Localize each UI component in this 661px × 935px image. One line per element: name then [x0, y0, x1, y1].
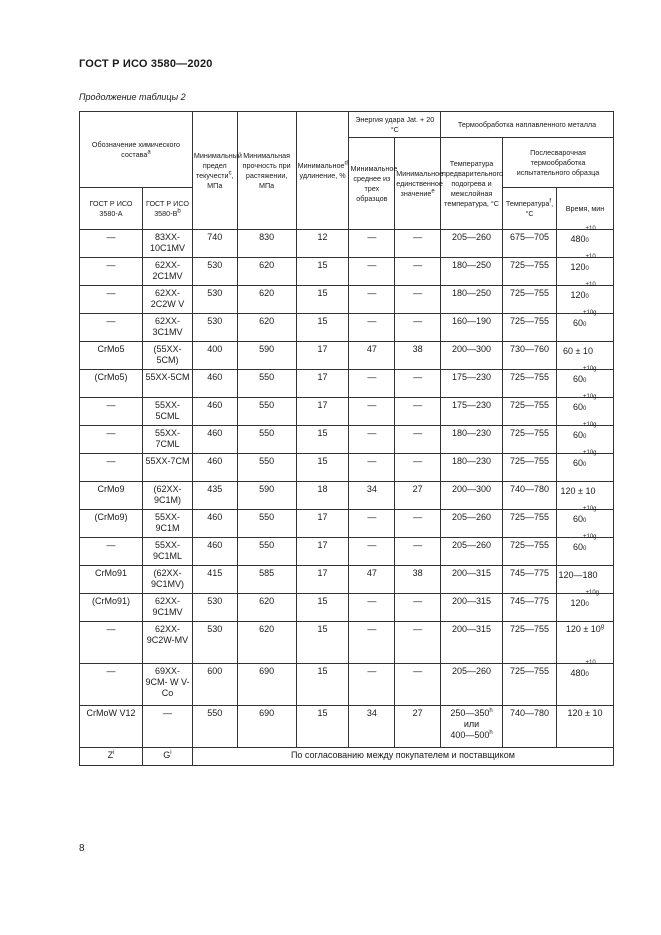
table-cell: 690	[237, 664, 296, 706]
pwht-header: Послесварочная термообработка испытательного образца	[503, 138, 614, 188]
table-cell: 550	[237, 454, 296, 482]
table-cell: 180—250	[441, 258, 503, 286]
table-cell: 620	[237, 286, 296, 314]
table-cell: 15	[296, 622, 349, 664]
table-cell: 180—250	[441, 286, 503, 314]
table-cell: 60 +10g 0	[556, 510, 613, 538]
table-row	[80, 482, 614, 510]
table-cell: 550	[237, 398, 296, 426]
table-cell: —	[349, 314, 395, 342]
table-cell: 38	[395, 342, 441, 370]
table-cell: 17	[296, 538, 349, 566]
table-row	[80, 314, 614, 342]
table-cell: —	[80, 454, 143, 482]
table-cell: 200—300	[441, 482, 503, 510]
pwht-time-header: Время, мин	[556, 188, 613, 230]
table-cell: 15	[296, 258, 349, 286]
table-cell: 62XX-9C1MV	[143, 594, 193, 622]
table-cell: 60 +10g 0	[556, 370, 613, 398]
table-cell: 725—755	[503, 622, 557, 664]
table-cell: 55XX-9C1M	[143, 510, 193, 538]
table-cell: 550	[237, 370, 296, 398]
document-header: ГОСТ Р ИСО 3580—2020	[79, 58, 213, 70]
table-cell: 60 ± 10	[556, 342, 613, 370]
table-cell: 120 ± 10	[556, 482, 613, 510]
table-cell: 620	[237, 314, 296, 342]
table-cell: 550	[192, 706, 237, 748]
table-cell: (62XX-9C1M)	[143, 482, 193, 510]
table-cell: —	[349, 538, 395, 566]
table-cell: 690	[237, 706, 296, 748]
table-cell: 725—755	[503, 538, 557, 566]
table-cell: CrMo5	[80, 342, 143, 370]
table-row	[80, 286, 614, 314]
table-row	[80, 258, 614, 286]
table-cell: CrMo91	[80, 566, 143, 594]
table-cell: 530	[192, 594, 237, 622]
table-cell: —	[395, 538, 441, 566]
table-row	[80, 664, 614, 706]
table-cell: 730—760	[503, 342, 557, 370]
table-cell: (CrMo5)	[80, 370, 143, 398]
table-cell: —	[395, 454, 441, 482]
table-cell: CrMoW V12	[80, 706, 143, 748]
table-cell: (CrMo9)	[80, 510, 143, 538]
table-cell: 725—755	[503, 426, 557, 454]
table-cell: 120 ± 10	[556, 706, 613, 748]
table-cell: 200—315	[441, 622, 503, 664]
table-cell: 69XX-9CM- W V-Co	[143, 664, 193, 706]
table-cell: 480 +10 0	[556, 230, 613, 258]
table-cell: 460	[192, 370, 237, 398]
table-row	[80, 398, 614, 426]
table-cell: 17	[296, 398, 349, 426]
table-cell: 205—260	[441, 664, 503, 706]
table-row	[80, 510, 614, 538]
table-cell: 205—260	[441, 538, 503, 566]
table-cell: —	[349, 370, 395, 398]
pwht-temperature-header: Температура$^f$, °С	[503, 188, 557, 230]
table-cell: 60 +10g 0	[556, 314, 613, 342]
table-cell: 60 +10g 0	[556, 398, 613, 426]
table-cell: 83XX-10C1MV	[143, 230, 193, 258]
table-cell: 180—230	[441, 454, 503, 482]
table-cell: 725—755	[503, 258, 557, 286]
table-cell: —	[395, 594, 441, 622]
table-cell: —	[80, 286, 143, 314]
table-cell: —	[80, 426, 143, 454]
table-row	[80, 566, 614, 594]
table-cell: 460	[192, 454, 237, 482]
tensile-header: Минимальная прочность при растяжении, МПа	[237, 112, 296, 230]
table-cell: 38	[395, 566, 441, 594]
table-cell: 34	[349, 706, 395, 748]
table-cell: 415	[192, 566, 237, 594]
table-cell: Z$^i$	[80, 748, 143, 766]
table-cell: (55XX-5CM)	[143, 342, 193, 370]
table-cell: 17	[296, 510, 349, 538]
table-cell: 400	[192, 342, 237, 370]
table-cell: —	[349, 510, 395, 538]
table-cell: 27	[395, 706, 441, 748]
table-cell: —	[349, 454, 395, 482]
table-cell: 460	[192, 510, 237, 538]
table-cell: 725—755	[503, 664, 557, 706]
table-cell: 200—315	[441, 594, 503, 622]
table-cell: 17	[296, 342, 349, 370]
table-cell: —	[395, 258, 441, 286]
table-cell: 530	[192, 314, 237, 342]
table-cell: 205—260	[441, 510, 503, 538]
table-cell: 585	[237, 566, 296, 594]
table-cell: 15	[296, 454, 349, 482]
table-row	[80, 594, 614, 622]
table-cell: 530	[192, 622, 237, 664]
preheat-header: Температура предварительного подогрева и межслойная температура, °С	[441, 138, 503, 230]
table-cell: —	[395, 664, 441, 706]
table-cell: —	[395, 286, 441, 314]
table-row	[80, 706, 614, 748]
table-cell: 620	[237, 594, 296, 622]
table-cell: 725—755	[503, 454, 557, 482]
agreement-note: По согласованию между покупателем и поставщиком	[192, 748, 613, 766]
heat-treatment-header: Термообработка наплавленного металла	[441, 112, 614, 138]
table-row	[80, 622, 614, 664]
table-cell: —	[349, 664, 395, 706]
table-cell: 530	[192, 286, 237, 314]
table-cell: 530	[192, 258, 237, 286]
table-cell: 15	[296, 706, 349, 748]
table-cell: —	[395, 314, 441, 342]
table-cell: 590	[237, 482, 296, 510]
table-cell: 745—775	[503, 566, 557, 594]
table-cell: 62XX-2C2W V	[143, 286, 193, 314]
table-cell: —	[143, 706, 193, 748]
table-cell: —	[395, 398, 441, 426]
table-cell: 200—300	[441, 342, 503, 370]
table-cell: —	[80, 538, 143, 566]
table-cell: —	[80, 664, 143, 706]
table-cell: 675—705	[503, 230, 557, 258]
table-cell: —	[80, 230, 143, 258]
table-cell: 47	[349, 342, 395, 370]
table-cell: (62XX-9C1MV)	[143, 566, 193, 594]
preheat-cell: 250—350$^h$ или 400—500$^h$	[441, 706, 503, 748]
table-row	[80, 370, 614, 398]
table-cell: —	[395, 622, 441, 664]
page-number: 8	[79, 843, 85, 854]
table-cell: 725—755	[503, 370, 557, 398]
elongation-header: Минимальное$^d$ удлинение, %	[296, 112, 349, 230]
table-cell: —	[395, 426, 441, 454]
table-cell: 160—190	[441, 314, 503, 342]
table-cell: 175—230	[441, 398, 503, 426]
table-cell: 460	[192, 426, 237, 454]
table-cell: 200—315	[441, 566, 503, 594]
table-cell: 435	[192, 482, 237, 510]
table-cell: 18	[296, 482, 349, 510]
table-continuation-caption: Продолжение таблицы 2	[79, 92, 186, 102]
table-cell: (CrMo91)	[80, 594, 143, 622]
table-cell: 460	[192, 538, 237, 566]
table-cell: 60 +10g 0	[556, 454, 613, 482]
table-cell: —	[349, 258, 395, 286]
table-cell: —	[349, 594, 395, 622]
table-cell: 47	[349, 566, 395, 594]
properties-table	[79, 111, 614, 766]
table-cell: 62XX-3C1MV	[143, 314, 193, 342]
table-cell: —	[395, 370, 441, 398]
table-cell: 55XX-5CML	[143, 398, 193, 426]
table-cell: 725—755	[503, 314, 557, 342]
table-cell: —	[395, 510, 441, 538]
table-cell: 175—230	[441, 370, 503, 398]
table-row	[80, 538, 614, 566]
table-cell: —	[349, 426, 395, 454]
table-cell: 600	[192, 664, 237, 706]
impact-header: Энергия удара Jat. + 20 °С	[349, 112, 441, 138]
yield-header: Минимальный предел текучести$^c$, МПа	[192, 112, 237, 230]
table-cell: —	[80, 258, 143, 286]
table-cell: 590	[237, 342, 296, 370]
table-cell: 725—755	[503, 398, 557, 426]
table-cell: 60 +10g 0	[556, 426, 613, 454]
table-cell: 17	[296, 370, 349, 398]
table-cell: —	[349, 398, 395, 426]
table-cell: 55XX-5CM	[143, 370, 193, 398]
table-cell: —	[80, 314, 143, 342]
table-cell: 34	[349, 482, 395, 510]
table-cell: 830	[237, 230, 296, 258]
table-cell: 15	[296, 664, 349, 706]
table-cell: 725—755	[503, 286, 557, 314]
table-cell: 740—780	[503, 482, 557, 510]
impact-single-header: Минимальное единственное значение$^e$	[395, 138, 441, 230]
table-cell: 62XX-9C2W-MV	[143, 622, 193, 664]
table-cell: 620	[237, 258, 296, 286]
table-cell: 15	[296, 314, 349, 342]
table-cell: 550	[237, 510, 296, 538]
table-cell: —	[395, 230, 441, 258]
table-cell: 27	[395, 482, 441, 510]
table-cell: 120 ± 10$^g$	[556, 622, 613, 664]
table-cell: 15	[296, 594, 349, 622]
table-cell: 60 +10g 0	[556, 538, 613, 566]
table-cell: 180—230	[441, 426, 503, 454]
table-cell: 55XX-7CM	[143, 454, 193, 482]
table-row	[80, 748, 614, 766]
table-cell: 480 +10 0	[556, 664, 613, 706]
table-cell: 205—260	[441, 230, 503, 258]
table-cell: 550	[237, 538, 296, 566]
impact-average-header: Минимальное среднее из трех образцов	[349, 138, 395, 230]
table-row	[80, 230, 614, 258]
table-cell: 17	[296, 566, 349, 594]
table-cell: 120 +10g 0	[556, 594, 613, 622]
table-cell: 620	[237, 622, 296, 664]
table-cell: —	[80, 398, 143, 426]
table-cell: 15	[296, 426, 349, 454]
table-cell: —	[80, 622, 143, 664]
table-cell: 15	[296, 286, 349, 314]
designation-header: Обозначение химического состава$^a$	[80, 112, 193, 188]
table-cell: 12	[296, 230, 349, 258]
table-cell: 550	[237, 426, 296, 454]
table-cell: 745—775	[503, 594, 557, 622]
table-cell: 55XX-7CML	[143, 426, 193, 454]
table-cell: 725—755	[503, 510, 557, 538]
table-cell: 55XX-9C1ML	[143, 538, 193, 566]
table-cell: 120—180	[556, 566, 613, 594]
table-cell: G$^i$	[143, 748, 193, 766]
table-cell: —	[349, 622, 395, 664]
table-cell: 740	[192, 230, 237, 258]
table-cell: 62XX-2C1MV	[143, 258, 193, 286]
table-row	[80, 426, 614, 454]
table-row	[80, 342, 614, 370]
table-cell: —	[349, 230, 395, 258]
gost-iso-a-header: ГОСТ Р ИСО 3580-A	[80, 188, 143, 230]
table-cell: 120 +10 0	[556, 286, 613, 314]
gost-iso-b-header: ГОСТ Р ИСО 3580-B$^b$	[143, 188, 193, 230]
table-cell: 120 +10 0	[556, 258, 613, 286]
table-cell: —	[349, 286, 395, 314]
table-cell: CrMo9	[80, 482, 143, 510]
table-cell: 460	[192, 398, 237, 426]
table-cell: 740—780	[503, 706, 557, 748]
table-row	[80, 454, 614, 482]
